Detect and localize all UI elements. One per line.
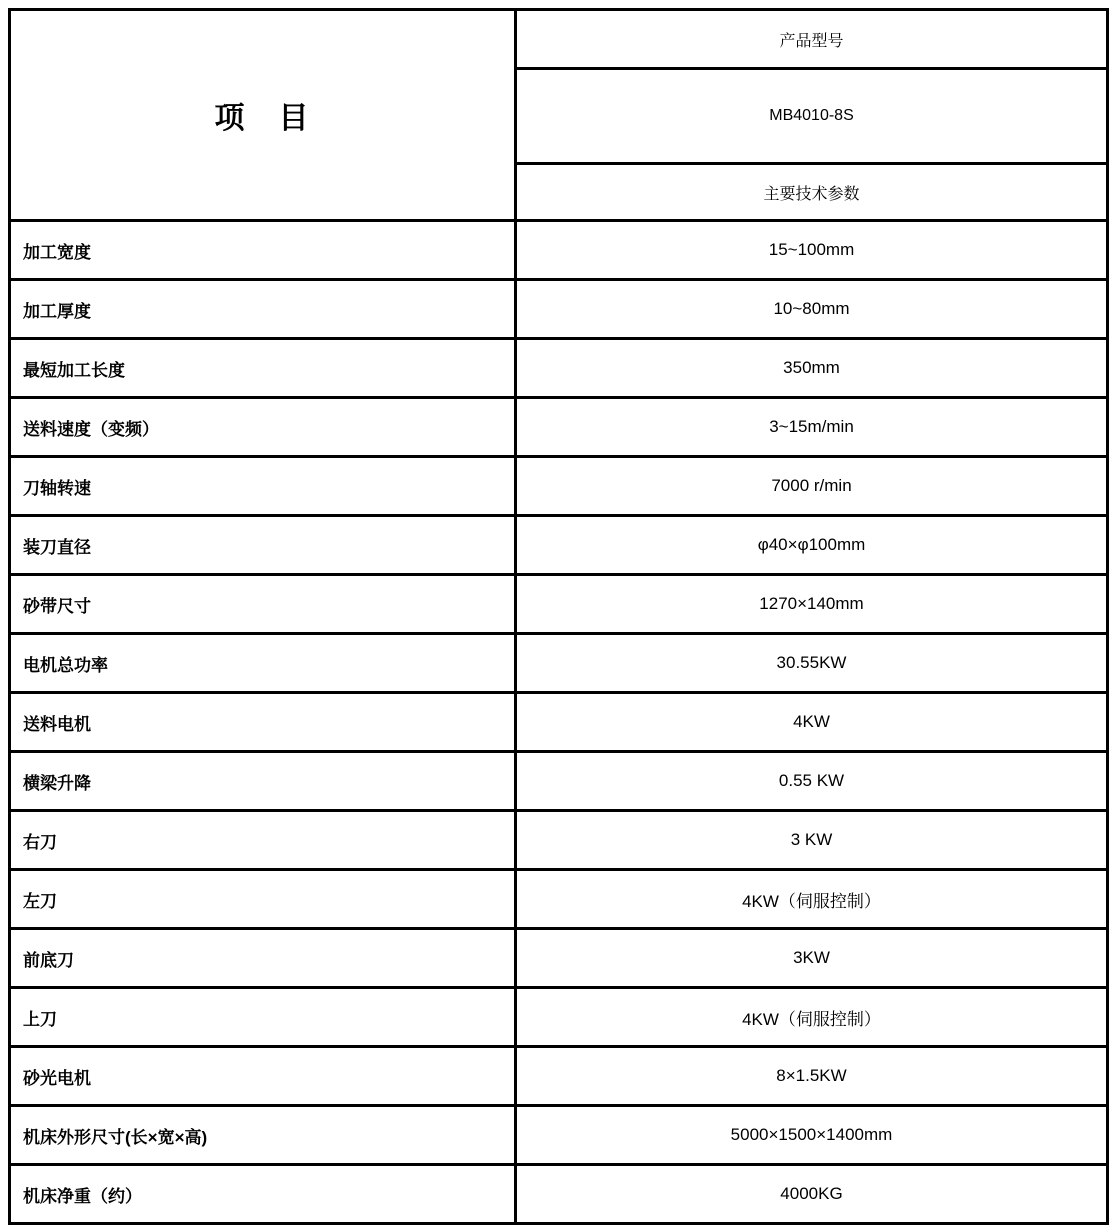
- spec-label-cell: 前底刀: [10, 929, 516, 988]
- spec-row: [10, 693, 1108, 752]
- spec-value-cell: 10~80mm: [516, 280, 1108, 339]
- spec-label-cell: 左刀: [10, 870, 516, 929]
- spec-label-cell: 机床净重（约）: [10, 1165, 516, 1224]
- spec-value-cell: 3~15m/min: [516, 398, 1108, 457]
- spec-label-cell: 加工宽度: [10, 221, 516, 280]
- spec-label-cell: 加工厚度: [10, 280, 516, 339]
- spec-label-cell: 横梁升降: [10, 752, 516, 811]
- params-label-cell: 主要技术参数: [516, 164, 1108, 221]
- spec-row: [10, 1165, 1108, 1224]
- spec-row: [10, 575, 1108, 634]
- product-model-label-cell: 产品型号: [516, 10, 1108, 69]
- spec-label-cell: 送料电机: [10, 693, 516, 752]
- spec-value-cell: 4000KG: [516, 1165, 1108, 1224]
- spec-row: [10, 221, 1108, 280]
- spec-label-cell: 砂光电机: [10, 1047, 516, 1106]
- spec-row: [10, 1047, 1108, 1106]
- spec-value-cell: 4KW（伺服控制）: [516, 988, 1108, 1047]
- spec-row: [10, 457, 1108, 516]
- spec-row: [10, 634, 1108, 693]
- spec-row: [10, 516, 1108, 575]
- spec-value-cell: 3KW: [516, 929, 1108, 988]
- spec-table-body: [10, 10, 1108, 1224]
- spec-value-cell: φ40×φ100mm: [516, 516, 1108, 575]
- item-header-cell: 项 目: [10, 10, 516, 221]
- spec-label-cell: 右刀: [10, 811, 516, 870]
- header-row-product-model: [10, 10, 1108, 69]
- spec-row: [10, 811, 1108, 870]
- spec-label-cell: 刀轴转速: [10, 457, 516, 516]
- spec-row: [10, 1106, 1108, 1165]
- spec-value-cell: 30.55KW: [516, 634, 1108, 693]
- spec-value-cell: 3 KW: [516, 811, 1108, 870]
- model-cell: MB4010-8S: [516, 69, 1108, 164]
- spec-label-cell: 上刀: [10, 988, 516, 1047]
- spec-label-cell: 砂带尺寸: [10, 575, 516, 634]
- spec-label-cell: 装刀直径: [10, 516, 516, 575]
- spec-row: [10, 929, 1108, 988]
- spec-row: [10, 398, 1108, 457]
- spec-value-cell: 7000 r/min: [516, 457, 1108, 516]
- spec-value-cell: 4KW: [516, 693, 1108, 752]
- spec-row: [10, 280, 1108, 339]
- spec-row: [10, 988, 1108, 1047]
- spec-label-cell: 最短加工长度: [10, 339, 516, 398]
- spec-row: [10, 870, 1108, 929]
- spec-table: [8, 8, 1109, 1225]
- spec-row: [10, 752, 1108, 811]
- spec-value-cell: 1270×140mm: [516, 575, 1108, 634]
- spec-value-cell: 8×1.5KW: [516, 1047, 1108, 1106]
- spec-value-cell: 5000×1500×1400mm: [516, 1106, 1108, 1165]
- spec-value-cell: 350mm: [516, 339, 1108, 398]
- spec-row: [10, 339, 1108, 398]
- spec-value-cell: 0.55 KW: [516, 752, 1108, 811]
- spec-label-cell: 电机总功率: [10, 634, 516, 693]
- spec-value-cell: 4KW（伺服控制）: [516, 870, 1108, 929]
- spec-label-cell: 机床外形尺寸(长×宽×高): [10, 1106, 516, 1165]
- spec-value-cell: 15~100mm: [516, 221, 1108, 280]
- spec-label-cell: 送料速度（变频）: [10, 398, 516, 457]
